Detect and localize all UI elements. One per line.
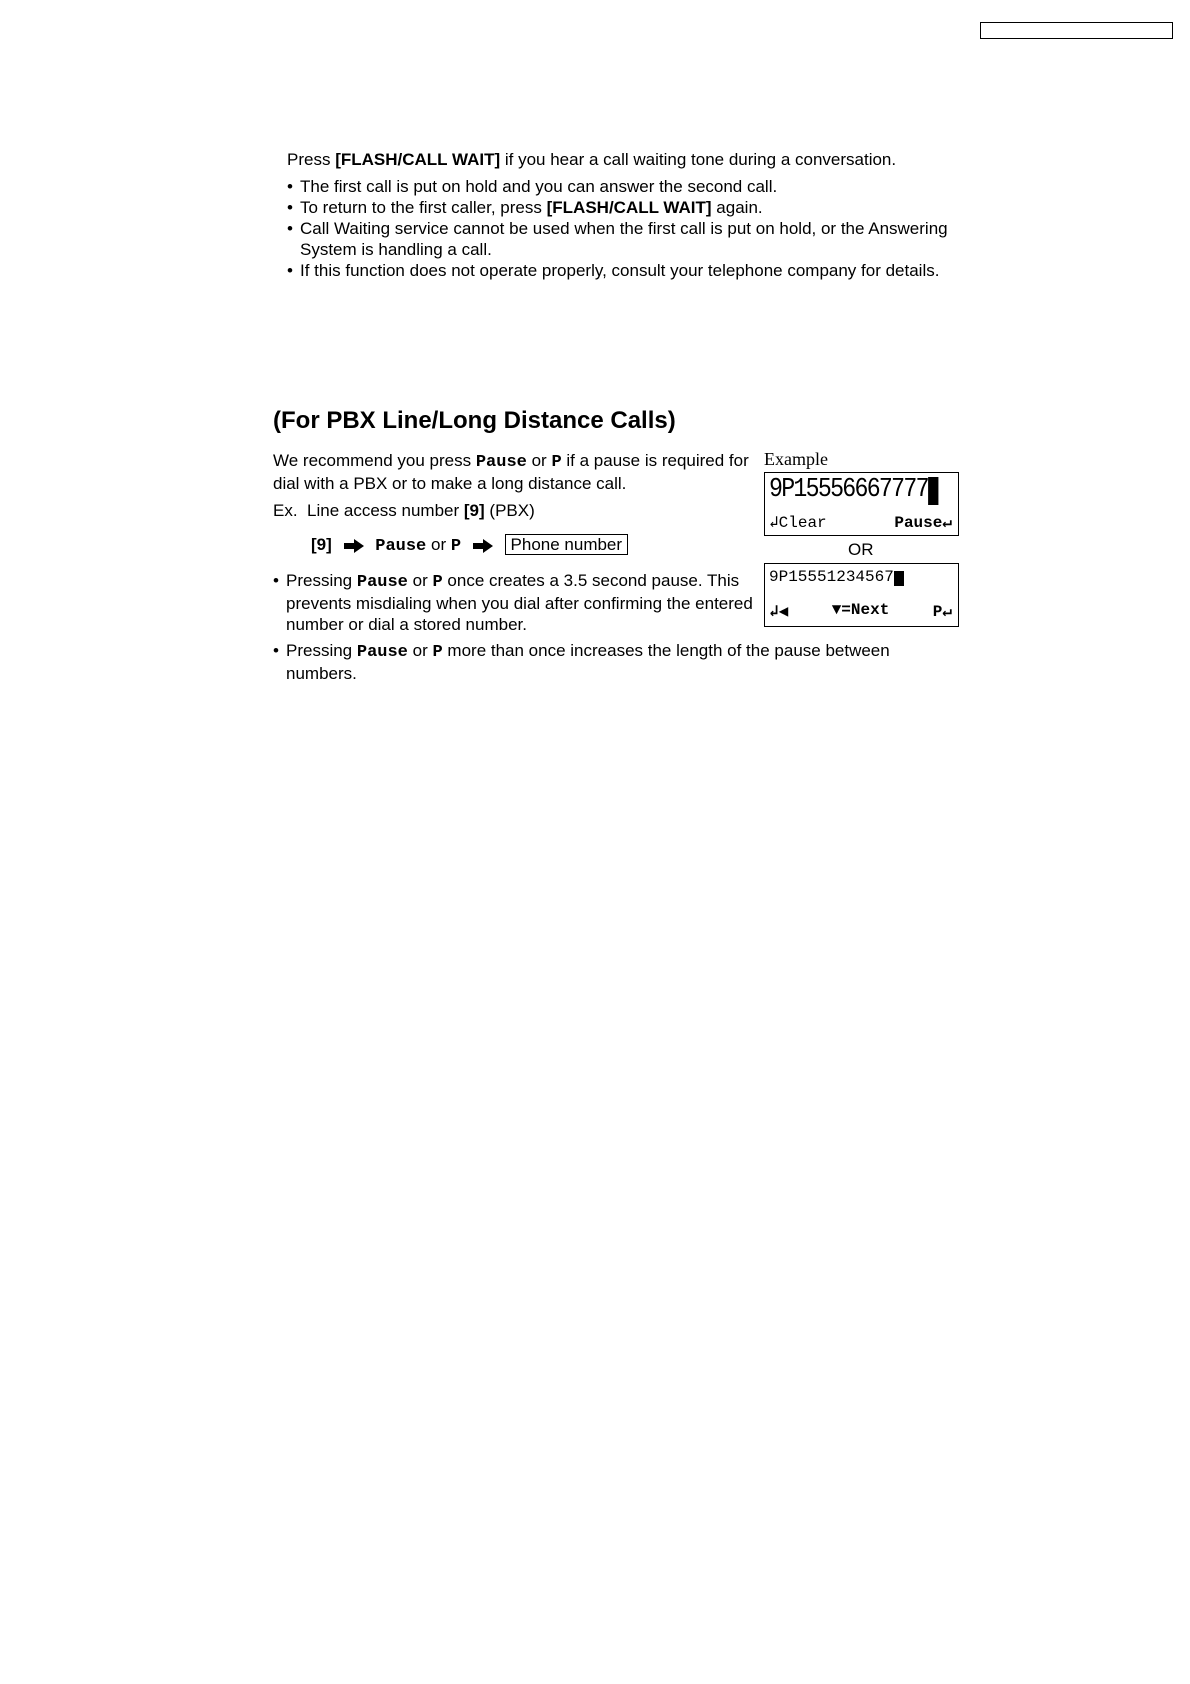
soft-key-left: ↲Clear: [769, 514, 827, 532]
soft-key-row: [769, 601, 952, 621]
note-item: • If this function does not operate properly, consult your telephone company for details.: [287, 260, 957, 281]
right-arrow-icon: [473, 539, 493, 553]
flash-call-wait-key: [FLASH/CALL WAIT]: [335, 150, 501, 169]
soft-key-right: Pause↵: [894, 514, 952, 532]
display-number: 9P15556667777: [769, 475, 926, 505]
section-heading: (For PBX Line/Long Distance Calls): [273, 407, 676, 434]
or-label: OR: [848, 540, 874, 559]
handset-display-2: [764, 563, 959, 627]
example-line: Ex. Line access number [9] (PBX): [273, 501, 535, 520]
note-item: • Call Waiting service cannot be used when the first call is put on hold, or the Answering System is handling a call.: [287, 218, 957, 260]
note-item: • Pressing Pause or P once creates a 3.5 second pause. This prevents misdialing when you dial after confirming the entered number or dial a stored number.: [273, 570, 753, 635]
cursor-block: [928, 477, 938, 505]
example-label: Example: [764, 449, 828, 469]
phone-number-box: Phone number: [505, 534, 629, 555]
call-waiting-intro: Press [FLASH/CALL WAIT] if you hear a call waiting tone during a conversation.: [287, 150, 897, 169]
right-arrow-icon: [344, 539, 364, 553]
note-item: • The first call is put on hold and you can answer the second call.: [287, 176, 957, 197]
back-arrow-icon: ↲◀: [769, 603, 789, 621]
pbx-intro: We recommend you press Pause or P if a pause is required for dial with a PBX or to make a long distance call.: [273, 451, 749, 493]
display-number: 9P15551234567: [769, 568, 952, 586]
note-item: • Pressing Pause or P more than once increases the length of the pause between numbers.: [273, 640, 963, 684]
cursor-block: [894, 571, 904, 586]
key-sequence: [9] Pause or P Phone number: [311, 534, 628, 557]
next-indicator: ▼=Next: [831, 601, 890, 619]
soft-key-right: P↵: [932, 603, 952, 621]
note-item: • To return to the first caller, press [FLASH/CALL WAIT] again.: [287, 197, 957, 218]
soft-key-row: [769, 512, 952, 532]
pause-note-1: [273, 570, 753, 635]
pause-note-2: [273, 640, 963, 684]
page-header-box: [980, 22, 1173, 39]
handset-display-1: [764, 472, 959, 536]
call-waiting-notes: [287, 176, 957, 281]
